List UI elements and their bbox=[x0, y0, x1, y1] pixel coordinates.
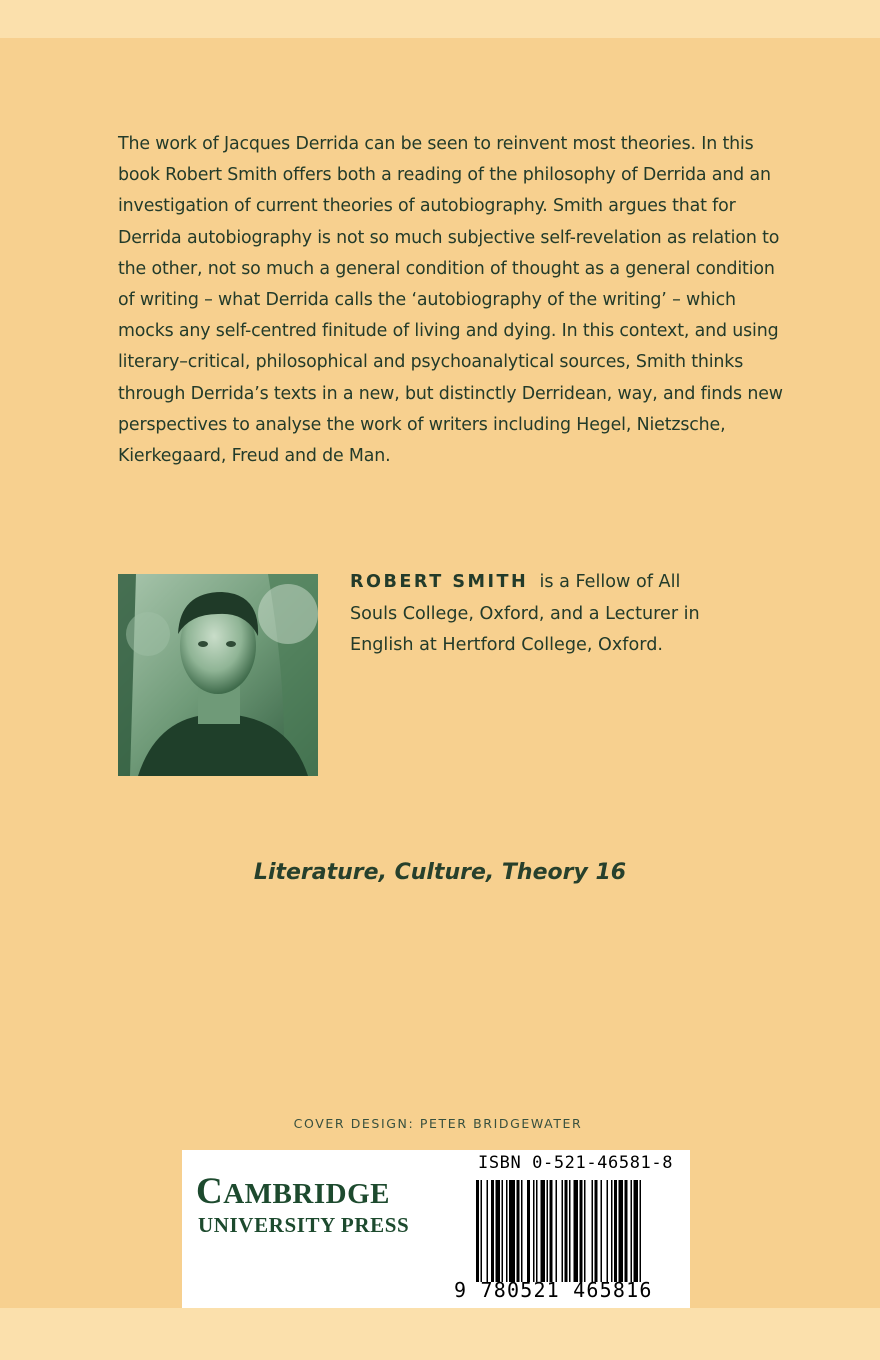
bio-text: is a Fellow of All bbox=[539, 572, 681, 592]
blurb-line: the other, not so much a general condition of thought as a general condition bbox=[118, 258, 775, 279]
blurb-line: mocks any self-centred finitude of living and dying. In this context, and using bbox=[118, 321, 779, 342]
barcode-bar bbox=[496, 1180, 501, 1282]
blurb-line: literary–critical, philosophical and psychoanalytical sources, Smith thinks bbox=[118, 352, 744, 373]
publisher-logo-line2: UNIVERSITY PRESS bbox=[198, 1213, 410, 1237]
barcode-bar bbox=[574, 1180, 579, 1282]
barcode-bar bbox=[509, 1180, 515, 1282]
barcode-bar bbox=[614, 1180, 617, 1282]
barcode-bar bbox=[595, 1180, 598, 1282]
barcode-bar bbox=[481, 1180, 483, 1282]
bio-line-2: Souls College, Oxford, and a Lecturer in bbox=[350, 603, 700, 624]
top-band bbox=[0, 0, 880, 38]
barcode-bar bbox=[491, 1180, 494, 1282]
barcode-bar bbox=[502, 1180, 504, 1282]
barcode-bar bbox=[580, 1180, 583, 1282]
blurb-line: Derrida autobiography is not so much subjective self-revelation as relation to bbox=[118, 227, 780, 248]
barcode-bar bbox=[584, 1180, 586, 1282]
barcode-bar bbox=[607, 1180, 609, 1282]
barcode-bar bbox=[611, 1180, 613, 1282]
barcode-bar bbox=[619, 1180, 624, 1282]
series-title: Literature, Culture, Theory 16 bbox=[253, 860, 627, 885]
bio-line-1 bbox=[350, 567, 770, 599]
bio-line-3: English at Hertford College, Oxford. bbox=[350, 635, 663, 656]
blurb-line: Kierkegaard, Freud and de Man. bbox=[118, 446, 391, 467]
blurb-line: through Derrida’s texts in a new, but distinctly Derridean, way, and finds new bbox=[118, 383, 783, 404]
blurb-line: book Robert Smith offers both a reading of the philosophy of Derrida and an bbox=[118, 165, 771, 186]
cover-design-credit: COVER DESIGN: PETER BRIDGEWATER bbox=[293, 1116, 583, 1131]
publisher-logo-line1 bbox=[196, 1172, 456, 1214]
author-name: ROBERT SMITH bbox=[350, 572, 529, 592]
bottom-band bbox=[0, 1308, 880, 1360]
barcode-bar bbox=[556, 1180, 558, 1282]
isbn-label: ISBN 0-521-46581-8 bbox=[478, 1153, 674, 1173]
barcode-bar bbox=[625, 1180, 628, 1282]
barcode-icon bbox=[476, 1180, 684, 1282]
barcode-bar bbox=[517, 1180, 520, 1282]
barcode-bar bbox=[562, 1180, 564, 1282]
blurb-line: investigation of current theories of autobiography. Smith argues that for bbox=[118, 196, 736, 217]
blurb-line: The work of Jacques Derrida can be seen to reinvent most theories. In this bbox=[118, 134, 754, 154]
author-bio bbox=[350, 567, 770, 662]
barcode-bar bbox=[487, 1180, 489, 1282]
barcode-bar bbox=[533, 1180, 535, 1282]
barcode-bar bbox=[550, 1180, 553, 1282]
book-blurb bbox=[118, 129, 783, 472]
barcode-bar bbox=[640, 1180, 642, 1282]
logo-initial: C bbox=[196, 1171, 224, 1212]
barcode-bar bbox=[569, 1180, 571, 1282]
barcode-bar bbox=[547, 1180, 549, 1282]
barcode-bar bbox=[521, 1180, 523, 1282]
barcode-bar bbox=[601, 1180, 603, 1282]
barcode-bar bbox=[631, 1180, 633, 1282]
logo-rest: AMBRIDGE bbox=[223, 1178, 390, 1210]
barcode-bar bbox=[634, 1180, 639, 1282]
author-photo bbox=[118, 574, 318, 776]
blurb-line: perspectives to analyse the work of writers including Hegel, Nietzsche, bbox=[118, 414, 726, 435]
barcode-bar bbox=[565, 1180, 568, 1282]
barcode-bar bbox=[541, 1180, 546, 1282]
barcode-number: 9 780521 465816 bbox=[454, 1278, 653, 1302]
barcode-bar bbox=[536, 1180, 538, 1282]
barcode-bar bbox=[506, 1180, 508, 1282]
blurb-line: of writing – what Derrida calls the ‘autobiography of the writing’ – which bbox=[118, 290, 736, 311]
barcode-bar bbox=[592, 1180, 594, 1282]
barcode-bar bbox=[476, 1180, 479, 1282]
barcode-bar bbox=[527, 1180, 530, 1282]
